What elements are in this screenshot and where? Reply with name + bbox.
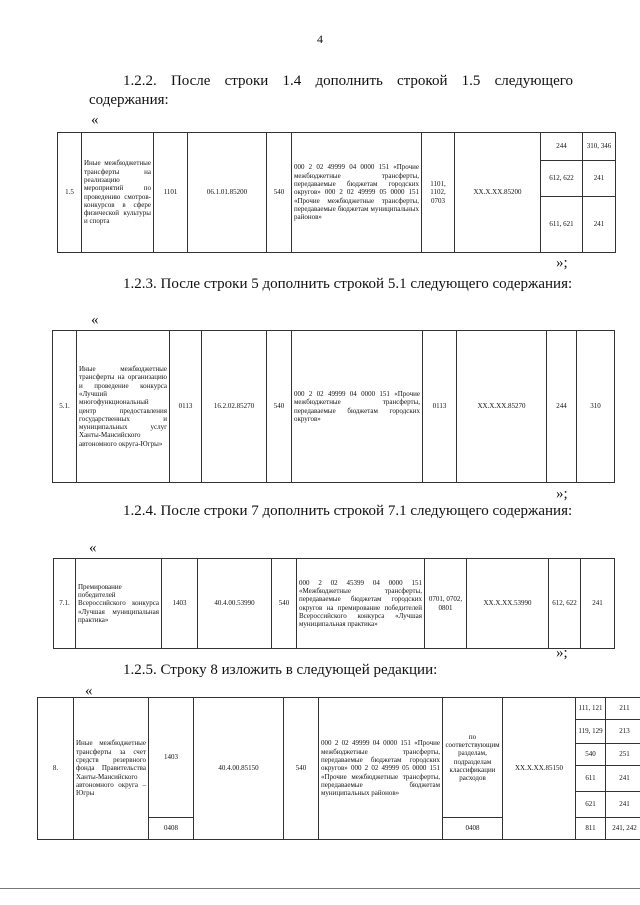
sub-a: 612, 622 xyxy=(541,161,583,197)
section-number: 1.2.2. xyxy=(123,73,157,89)
row-rz: 0701, 0702, 0801 xyxy=(425,559,467,649)
row-name: Иные межбюджетные трансферты за счет средств резервного фонда Правительства Ханты-Мансийского автономного округа – Югры xyxy=(74,698,149,840)
section-text: После строки 1.4 дополнить строкой 1.5 следующего содержания: xyxy=(89,73,574,108)
sub-a: 621 xyxy=(576,792,606,818)
sub-a: 811 xyxy=(576,818,606,840)
row-code: ХХ.Х.ХХ.85200 xyxy=(455,133,541,253)
sub-b: 241 xyxy=(606,766,640,792)
row-rz: 0113 xyxy=(423,331,457,483)
open-quote: « xyxy=(91,312,99,328)
row-gr-2: 0408 xyxy=(149,818,194,840)
row-code: ХХ.Х.ХХ.85150 xyxy=(503,698,576,840)
close-quote: »; xyxy=(556,486,568,502)
row-vr-code: 612, 622 xyxy=(549,559,581,649)
section-heading-1-2-2 xyxy=(89,72,573,110)
row-vr: 540 xyxy=(267,133,292,253)
row-gr: 1403 xyxy=(149,698,194,818)
row-rz: 1101, 1102, 0703 xyxy=(422,133,455,253)
sub-b: 241 xyxy=(583,197,616,253)
row-vr: 540 xyxy=(284,698,319,840)
table-row-7-1 xyxy=(53,558,615,649)
row-number: 8. xyxy=(38,698,74,840)
close-quote: »; xyxy=(556,645,568,661)
row-csr: 40.4.00.85150 xyxy=(194,698,284,840)
sub-a: 119, 129 xyxy=(576,720,606,744)
section-text: Строку 8 изложить в следующей редакции: xyxy=(160,662,438,678)
section-number: 1.2.5. xyxy=(123,662,157,678)
sub-a: 244 xyxy=(541,133,583,161)
row-name: Премирование победителей Всероссийского конкурса «Лучшая муниципальная практика» xyxy=(76,559,162,649)
table-row-1-5 xyxy=(57,132,616,253)
row-name: Иные межбюджетные трансферты на реализацию мероприятий по проведению смотров-конкурсов в сфере физической культуры и спорта xyxy=(82,133,154,253)
sub-b: 241, 242 xyxy=(606,818,640,840)
section-number: 1.2.3. xyxy=(123,276,157,292)
row-csr: 40.4.00.53990 xyxy=(198,559,272,649)
row-kbk: 000 2 02 49999 04 0000 151 «Прочие межбюджетные трансферты, передаваемые бюджетам городских округов» 000 2 02 49999 05 0000 151 «Прочие межбюджетные трансферты, передаваемые бюджетам муниципальных районов» xyxy=(319,698,443,840)
section-text: После строки 7 дополнить строкой 7.1 следующего содержания: xyxy=(160,503,573,519)
row-vr: 540 xyxy=(267,331,292,483)
row-number: 1.5 xyxy=(58,133,82,253)
row-gr: 0113 xyxy=(170,331,202,483)
page-bottom-edge xyxy=(0,888,640,889)
row-name: Иные межбюджетные трансферты на организацию и проведение конкурса «Лучший многофункциональный центр предоставления государственных и муниципальных услуг Ханты-Мансийского автономного округа-Югры» xyxy=(77,331,170,483)
row-csr: 06.1.01.85200 xyxy=(188,133,267,253)
section-heading-1-2-4 xyxy=(89,502,573,521)
row-kbk: 000 2 02 49999 04 0000 151 «Прочие межбюджетные трансферты, передаваемые бюджетам городских округов» 000 2 02 49999 05 0000 151 «Прочие межбюджетные трансферты, передаваемые бюджетам муниципальных районов» xyxy=(292,133,422,253)
row-kosgu: 310 xyxy=(577,331,615,483)
sub-b: 241 xyxy=(583,161,616,197)
close-quote: »; xyxy=(556,255,568,271)
page-number: 4 xyxy=(317,32,323,46)
row-number: 5.1. xyxy=(53,331,77,483)
row-kbk: 000 2 02 49999 04 0000 151 «Прочие межбюджетные трансферты, передаваемые бюджетам городских округов» xyxy=(292,331,423,483)
row-kbk: 000 2 02 45399 04 0000 151 «Межбюджетные трансферты, передаваемые бюджетам городских округов на премирование победителей Всероссийского конкурса «Лучшая муниципальная практика» xyxy=(297,559,425,649)
row-rz-2: 0408 xyxy=(443,818,503,840)
row-vr: 540 xyxy=(272,559,297,649)
row-rz: по соответствующим разделам, подразделам классификации расходов xyxy=(443,698,503,818)
row-gr: 1101 xyxy=(154,133,188,253)
open-quote: « xyxy=(91,112,99,128)
sub-b: 241 xyxy=(606,792,640,818)
section-heading-1-2-3 xyxy=(89,275,573,294)
row-code: ХХ.Х.ХХ.53990 xyxy=(467,559,549,649)
row-vr-code: 244 xyxy=(547,331,577,483)
open-quote: « xyxy=(85,683,93,699)
sub-a: 111, 121 xyxy=(576,698,606,720)
section-text: После строки 5 дополнить строкой 5.1 следующего содержания: xyxy=(160,276,573,292)
row-gr: 1403 xyxy=(162,559,198,649)
open-quote: « xyxy=(89,540,97,556)
sub-b: 251 xyxy=(606,744,640,766)
sub-a: 611 xyxy=(576,766,606,792)
row-csr: 16.2.02.85270 xyxy=(202,331,267,483)
section-heading-1-2-5 xyxy=(89,661,573,680)
sub-b: 213 xyxy=(606,720,640,744)
sub-b: 310, 346 xyxy=(583,133,616,161)
row-code: ХХ.Х.ХХ.85270 xyxy=(457,331,547,483)
row-kosgu: 241 xyxy=(581,559,615,649)
sub-a: 540 xyxy=(576,744,606,766)
sub-b: 211 xyxy=(606,698,640,720)
row-number: 7.1. xyxy=(54,559,76,649)
section-number: 1.2.4. xyxy=(123,503,157,519)
table-row-5-1 xyxy=(52,330,615,483)
table-row-8 xyxy=(37,697,640,840)
sub-a: 611, 621 xyxy=(541,197,583,253)
